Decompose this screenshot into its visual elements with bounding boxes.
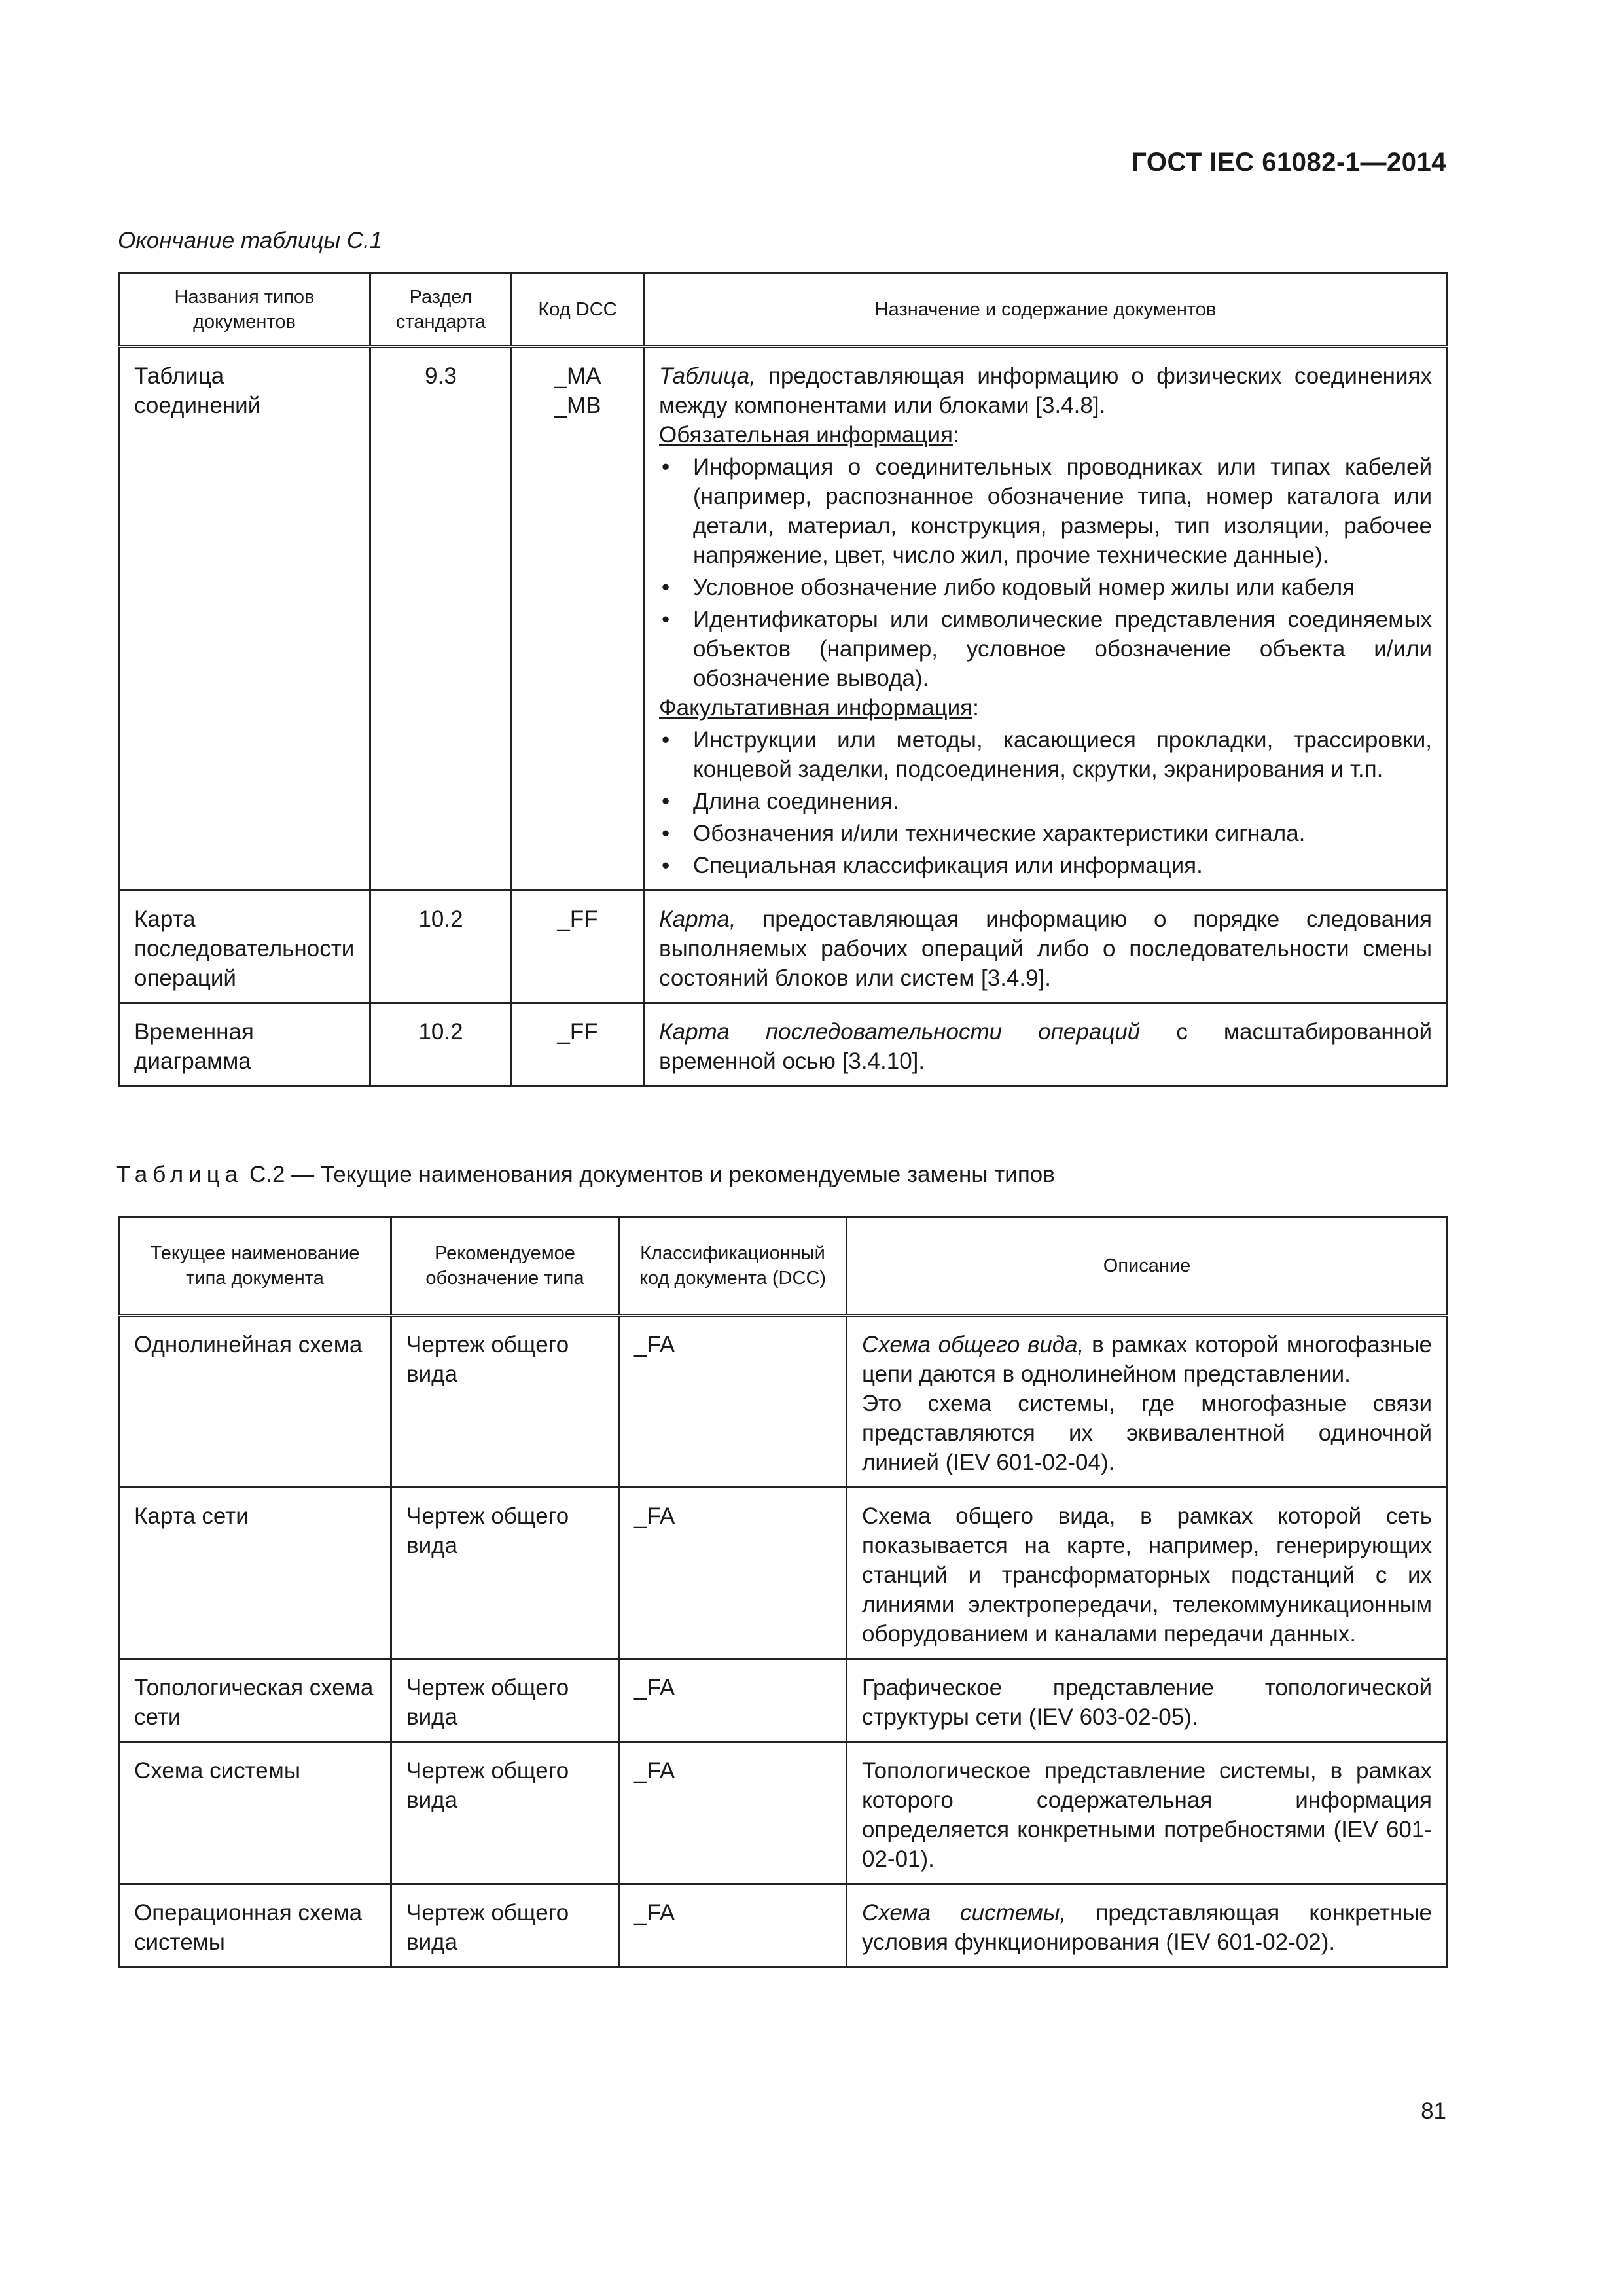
column-header: Классификационный код документа (DCC) [619,1217,847,1316]
list-item: • Условное обозначение либо кодовый номер жилы или кабеля [659,573,1432,602]
table-row [119,1003,1448,1086]
section-number: 9.3 [370,347,512,891]
table-row [119,1884,1448,1967]
list-item: • Специальная классификация или информация. [659,851,1432,880]
table-row [119,1488,1448,1659]
dcc-code [512,347,644,891]
description-text: Схема общего вида, в рамках которой сеть показывается на карте, например, генерирующих станций и трансформаторных подстанций с их линиями электропередачи, телекоммуникационным оборудованием и каналами передачи данных. [862,1503,1432,1647]
dcc-code-line: _MB [554,393,601,418]
doc-type-name: Временная диаграмма [119,1003,370,1086]
table-c1 [118,272,1448,1087]
table-row [119,891,1448,1003]
section-number: 10.2 [370,891,512,1003]
current-name: Однолинейная схема [119,1316,391,1488]
list-item: • Обозначения и/или технические характеристики сигнала. [659,819,1432,848]
document-designation: ГОСТ IEC 61082-1—2014 [1132,148,1446,177]
description [847,1488,1448,1659]
description [847,1742,1448,1884]
dcc-code: _FF [512,1003,644,1086]
recommended-type: Чертеж общего вида [391,1316,619,1488]
optional-info-label: Факультативная информация [659,695,973,721]
recommended-type: Чертеж общего вида [391,1488,619,1659]
list-item: • Идентификаторы или символические представления соединяемых объектов (например, условное обозначение объекта и/или обозначение вывода). [659,605,1432,693]
description-term: Таблица, [659,363,756,389]
description-term: Схема общего вида, [862,1332,1084,1357]
description-text: Топологическое представление системы, в рамках которого содержательная информация определяется конкретными потребностями (IEV 601-02-01). [862,1758,1432,1872]
recommended-type: Чертеж общего вида [391,1742,619,1884]
mandatory-info-list [659,452,1432,693]
current-name: Операционная схема системы [119,1884,391,1967]
description [644,891,1448,1003]
column-header: Рекомендуемое обозначение типа [391,1217,619,1316]
table-row [119,1742,1448,1884]
list-item: • Инструкции или методы, касающиеся прокладки, трассировки, концевой заделки, подсоединения, скрутки, экранирования и т.п. [659,725,1432,784]
mandatory-info-label: Обязательная информация [659,422,953,448]
description-text: в рамках которой многофазные цепи даются в однолинейном представлении. [862,1332,1433,1387]
column-header: Раздел стандарта [370,274,512,347]
table-row [119,1659,1448,1742]
dcc-code: _FA [619,1488,847,1659]
table-c2-caption-prefix: Таблица [116,1162,243,1187]
current-name: Схема системы [119,1742,391,1884]
table-row [119,1316,1448,1488]
description-text: представляющая конкретные условия функционирования (IEV 601-02-02). [862,1900,1432,1955]
description-text: Графическое представление топологической структуры сети (IEV 603-02-05). [862,1675,1432,1730]
table-c2 [118,1216,1448,1968]
table-row [119,347,1448,891]
column-header: Код DCC [512,274,644,347]
description [847,1884,1448,1967]
description-term: Карта, [659,906,736,932]
description-term: Схема системы, [862,1900,1067,1926]
description [847,1316,1448,1488]
recommended-type: Чертеж общего вида [391,1884,619,1967]
dcc-code: _FA [619,1742,847,1884]
column-header: Описание [847,1217,1448,1316]
optional-info-list [659,725,1432,880]
column-header: Названия типов документов [119,274,370,347]
current-name: Карта сети [119,1488,391,1659]
dcc-code: _FA [619,1316,847,1488]
current-name: Топологическая схема сети [119,1659,391,1742]
description-text: с масштабированной временной осью [3.4.10]. [659,1019,1432,1074]
table-header-row [119,1217,1448,1316]
list-item: • Информация о соединительных проводниках или типах кабелей (например, распознанное обозначение типа, номер каталога или детали, материал, конструкция, размеры, тип изоляции, рабочее напряжение, цвет, число жил, прочие технические данные). [659,452,1432,570]
table-c2-caption [116,1162,1055,1188]
section-number: 10.2 [370,1003,512,1086]
list-item: • Длина соединения. [659,787,1432,816]
table-c1-caption: Окончание таблицы С.1 [118,228,383,253]
description [644,1003,1448,1086]
description-text: предоставляющая информацию о физических соединениях между компонентами или блоками [3.4.8]. [659,363,1432,418]
description-term: Карта последовательности операций [659,1019,1141,1045]
table-c2-caption-text: С.2 — Текущие наименования документов и рекомендуемые замены типов [243,1162,1055,1187]
doc-type-name: Карта последовательности операций [119,891,370,1003]
description-extra: Это схема системы, где многофазные связи представляются их эквивалентной одиночной линией (IEV 601-02-04). [862,1391,1432,1475]
description-text: предоставляющая информацию о порядке следования выполняемых рабочих операций либо о последовательности смены состояний блоков или систем [3.4.9]. [659,906,1432,991]
dcc-code-line: _MA [554,363,601,389]
dcc-code: _FA [619,1884,847,1967]
description [847,1659,1448,1742]
dcc-code: _FA [619,1659,847,1742]
description: Таблица, предоставляющая информацию о физических соединениях между компонентами или блоками [3.4.8]. Обязательная информация: • Информация о соединительных проводниках или типах кабелей (например, распознанное обозначение типа, номер каталога или детали, материал, конструкция, размеры, тип изоляции, рабочее напряжение, цвет, число жил, прочие технические данные). • Условное обозначение либо кодовый номер жилы или кабеля • Идентификаторы или символические представления соединяемых объектов (например, условное обозначение объекта и/или обозначение вывода). Факультативная информация: • Инструкции или методы, касающиеся прокладки, трассировки, концевой заделки, подсоединения, скрутки, экранирования и т.п. • Длина соединения. • Обозначения и/или технические характеристики сигнала. • Специальная классификация или информация. [644,347,1448,891]
page-number: 81 [1421,2098,1446,2124]
column-header: Назначение и содержание документов [644,274,1448,347]
doc-type-name: Таблица соединений [119,347,370,891]
recommended-type: Чертеж общего вида [391,1659,619,1742]
column-header: Текущее наименование типа документа [119,1217,391,1316]
table-header-row [119,274,1448,347]
dcc-code: _FF [512,891,644,1003]
